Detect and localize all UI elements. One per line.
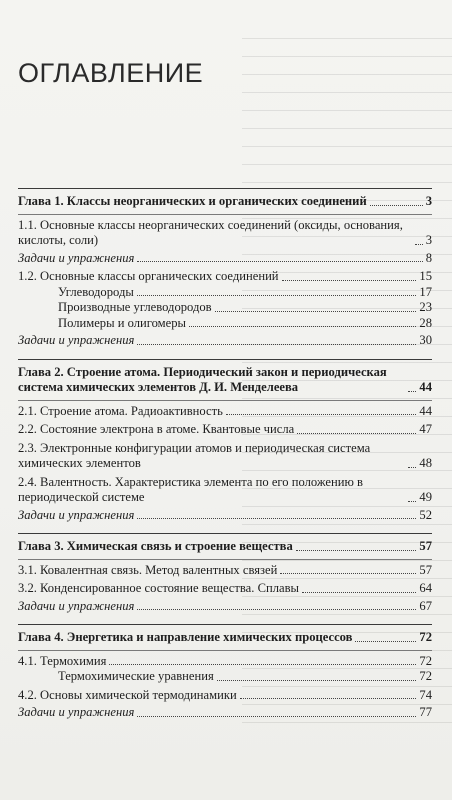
exercises-entry-page-number: 8	[425, 250, 432, 265]
chapter-heading-text: Глава 3. Химическая связь и строение вещества	[18, 539, 293, 553]
dot-leader	[137, 716, 416, 717]
exercises-entry-page-number: 77	[419, 705, 432, 719]
section-entry-text: 4.1. Термохимия	[18, 653, 107, 668]
dot-leader	[137, 518, 416, 519]
table-of-contents	[18, 188, 432, 731]
exercises-entry-page-number: 52	[419, 507, 432, 522]
section-entry	[18, 654, 432, 670]
section-entry-text: 3.1. Ковалентная связь. Метод валентных связей	[18, 562, 278, 577]
dot-leader	[415, 244, 423, 245]
dot-leader	[280, 573, 416, 574]
dot-leader	[109, 664, 416, 665]
exercises-entry-page-number: 30	[419, 333, 432, 347]
chapter-divider	[18, 559, 432, 560]
dot-leader	[282, 280, 417, 281]
chapter-divider	[18, 400, 432, 401]
section-entry-page-number: 3	[425, 233, 432, 247]
chapter-heading-page-number: 57	[419, 539, 432, 553]
section-entry	[18, 441, 432, 472]
section-entry-page-number: 64	[419, 581, 432, 595]
dot-leader	[408, 501, 416, 502]
section-entry	[18, 269, 432, 285]
dot-leader	[137, 261, 422, 262]
section-entry-text: 2.1. Строение атома. Радиоактивность	[18, 403, 223, 418]
subsection-entry-text: Производные углеводородов	[58, 300, 212, 314]
section-entry-text: 1.2. Основные классы органических соединений	[18, 269, 279, 283]
section-entry-text: 1.1. Основные классы неорганических соединений (оксиды, основания, кислоты, соли)	[18, 217, 403, 247]
exercises-entry-text: Задачи и упражнения	[18, 250, 135, 265]
section-entry	[18, 404, 432, 420]
section-entry-page-number: 74	[419, 687, 432, 702]
subsection-entry-text: Термохимические уравнения	[58, 669, 214, 683]
chapter-heading	[18, 194, 432, 210]
chapter-heading-page-number: 44	[419, 380, 432, 394]
subsection-entry-page-number: 17	[419, 284, 432, 299]
chapter-heading-text: Глава 4. Энергетика и направление химических процессов	[18, 630, 353, 644]
section-entry-page-number: 72	[419, 653, 432, 668]
section-entry	[18, 475, 432, 506]
subsection-entry	[18, 285, 432, 301]
section-entry	[18, 581, 432, 597]
subsection-entry	[18, 300, 432, 316]
toc-chapter	[18, 624, 432, 721]
toc-chapter	[18, 359, 432, 524]
chapter-heading-page-number: 72	[419, 630, 432, 644]
dot-leader	[137, 609, 416, 610]
exercises-entry	[18, 599, 432, 615]
chapter-heading-page-number: 3	[425, 194, 432, 208]
section-entry-text: 4.2. Основы химической термодинамики	[18, 687, 237, 702]
exercises-entry	[18, 251, 432, 267]
chapter-divider	[18, 650, 432, 651]
dot-leader	[189, 326, 416, 327]
chapter-heading-text: Глава 2. Строение атома. Периодический закон и периодическая система химических элементов Д. И. Менделеева	[18, 364, 387, 394]
section-entry-text: 2.4. Валентность. Характеристика элемента по его положению в периодической системе	[18, 474, 363, 504]
section-entry	[18, 422, 432, 438]
dot-leader	[408, 467, 416, 468]
dot-leader	[355, 641, 416, 642]
toc-chapter	[18, 533, 432, 614]
exercises-entry-text: Задачи и упражнения	[18, 507, 135, 522]
subsection-entry	[18, 669, 432, 685]
exercises-entry-text: Задачи и упражнения	[18, 333, 135, 347]
section-entry-page-number: 44	[419, 403, 432, 418]
chapter-heading	[18, 365, 432, 396]
page-title: ОГЛАВЛЕНИЕ	[18, 58, 204, 88]
section-entry	[18, 218, 432, 249]
section-entry-page-number: 57	[419, 562, 432, 577]
subsection-entry-text: Полимеры и олигомеры	[58, 315, 186, 330]
subsection-entry-page-number: 28	[419, 315, 432, 330]
dot-leader	[215, 311, 417, 312]
chapter-heading	[18, 630, 432, 646]
section-entry-page-number: 15	[419, 269, 432, 283]
subsection-entry-page-number: 72	[419, 669, 432, 683]
exercises-entry-text: Задачи и упражнения	[18, 598, 135, 613]
section-entry	[18, 688, 432, 704]
toc-chapter	[18, 188, 432, 349]
section-entry-text: 2.2. Состояние электрона в атоме. Квантовые числа	[18, 422, 295, 436]
subsection-entry-text: Углеводороды	[58, 284, 134, 299]
subsection-entry	[18, 316, 432, 332]
dot-leader	[137, 295, 417, 296]
dot-leader	[296, 550, 417, 551]
dot-leader	[137, 344, 416, 345]
dot-leader	[370, 205, 423, 206]
dot-leader	[217, 680, 417, 681]
exercises-entry	[18, 508, 432, 524]
dot-leader	[297, 433, 416, 434]
section-entry-page-number: 47	[419, 422, 432, 436]
section-entry-page-number: 48	[419, 456, 432, 470]
exercises-entry-page-number: 67	[419, 598, 432, 613]
chapter-heading-text: Глава 1. Классы неорганических и органических соединений	[18, 194, 367, 208]
chapter-divider	[18, 214, 432, 215]
section-entry	[18, 563, 432, 579]
exercises-entry	[18, 705, 432, 721]
chapter-heading	[18, 539, 432, 555]
dot-leader	[226, 414, 417, 415]
section-entry-text: 2.3. Электронные конфигурации атомов и периодическая система химических элементов	[18, 440, 371, 470]
exercises-entry-text: Задачи и упражнения	[18, 705, 135, 719]
exercises-entry	[18, 333, 432, 349]
section-entry-page-number: 49	[419, 490, 432, 504]
dot-leader	[408, 391, 416, 392]
dot-leader	[302, 592, 416, 593]
subsection-entry-page-number: 23	[419, 300, 432, 314]
section-entry-text: 3.2. Конденсированное состояние вещества. Сплавы	[18, 581, 299, 595]
dot-leader	[240, 698, 417, 699]
